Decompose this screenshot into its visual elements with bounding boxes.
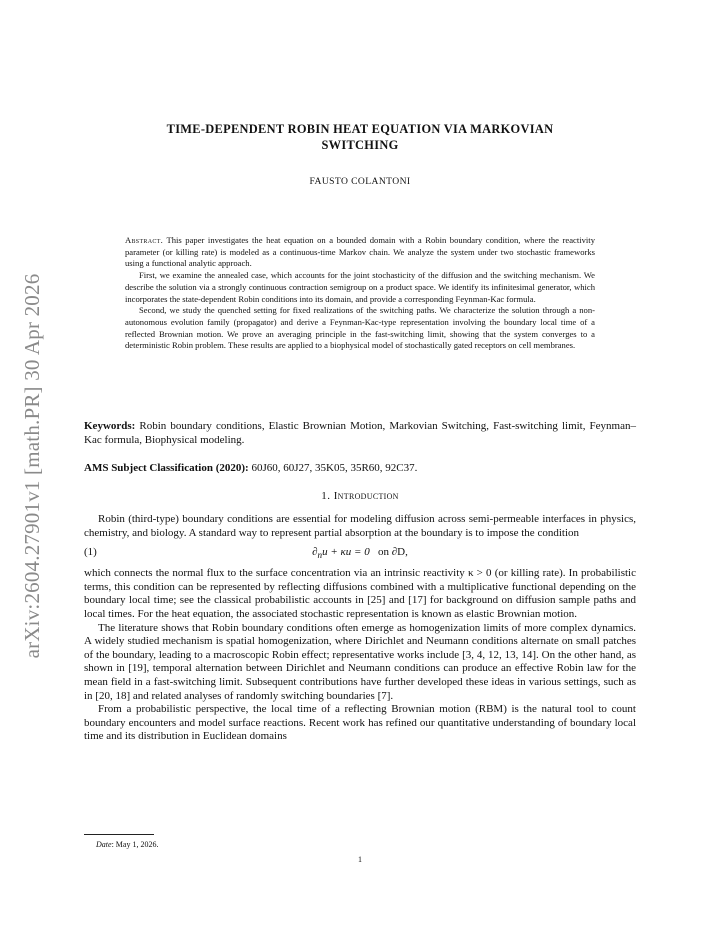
abstract-paragraph-1 [125,235,595,270]
footnote-rule [84,834,154,835]
page-number: 1 [358,855,362,864]
introduction-body [84,513,636,744]
ams-label: AMS Subject Classification (2020): [84,462,249,474]
eq-partial: ∂ [312,546,318,559]
section-heading [84,490,636,502]
section-number: 1. [321,490,331,502]
abstract [125,235,595,352]
abstract-paragraph-3: Second, we study the quenched setting for fixed realizations of the switching paths. We characterize the solution through a non-autonomous evolution family (propagator) and derive a Feynman-Kac-type representation involving the boundary local time of a reflected Brownian motion. We prove an averaging principle in the fast-switching limit, showing that the system converges to a deterministic Robin problem. These results are applied to a biophysical model of stochastically gated receptors on cell membranes. [125,305,595,351]
equation-number: (1) [84,546,97,559]
intro-paragraph-3: The literature shows that Robin boundary conditions often emerge as homogenization limits of more complex dynamics. A widely studied mechanism is spatial homogenization, where Dirichlet and Neumann conditions alternate on small patches of the boundary, leading to a macroscopic Robin effect; representative works include [3, 4, 12, 13, 14]. On the other hand, as shown in [19], temporal alternation between Dirichlet and Neumann conditions can produce an effective Robin law for the mean field in a fast-switching limit. Subsequent contributions have further developed these ideas in various settings, such as in [20, 18] and related analyses of randomly switching boundaries [7]. [84,621,636,702]
title-line-2: SWITCHING [321,138,399,152]
author-name: FAUSTO COLANTONI [309,176,411,187]
keywords [84,420,636,447]
intro-paragraph-2: which connects the normal flux to the surface concentration via an intrinsic reactivity κ > 0 (or killing rate). In probabilistic terms, this condition can be represented by reflecting diffusions combined with a multiplicative functional depending on the boundary local time; see the classical probabilistic accounts in [25] and [17] for background on diffusion sample paths and local times. For the heat equation, the associated stochastic representation is known as elastic Brownian motion. [84,567,636,620]
equation-body [84,546,636,563]
abstract-text-1: This paper investigates the heat equation on a bounded domain with a Robin boundary condition, where the reactivity parameter (or killing rate) is modeled as a continuous-time Markov chain. We analyze the system under two stochastic frameworks using a functional analytic approach. [125,235,595,269]
intro-paragraph-4: From a probabilistic perspective, the local time of a reflecting Brownian motion (RBM) is the natural tool to count boundary encounters and model surface reactions. Recent work has refined our quantitative understanding of boundary local time and its distribution in Euclidean domains [84,703,636,743]
keywords-label: Keywords: [84,420,136,432]
abstract-paragraph-2: First, we examine the annealed case, which accounts for the joint stochasticity of the diffusion and the switching mechanism. We describe the solution via a strongly continuous contraction semigroup on a product space. We identify its infinitesimal generator, which incorporates the state-dependent Robin conditions into its domain, and provide a corresponding Feynman-Kac formula. [125,270,595,304]
ams-codes: 60J60, 60J27, 35K05, 35R60, 92C37. [251,462,418,474]
intro-paragraph-1: Robin (third-type) boundary conditions are essential for modeling diffusion across semi-permeable interfaces in physics, chemistry, and biology. A standard way to represent partial absorption at the boundary is to impose the condition [84,513,636,539]
eq-terms: u + κu = 0 [322,546,370,559]
eq-subscript: n [317,550,323,561]
abstract-label: Abstract. [125,235,164,245]
arxiv-identifier-text: arXiv:2604.27901v1 [math.PR] 30 Apr 2026 [20,273,44,659]
section-title: Introduction [333,490,399,502]
ams-classification [84,462,636,476]
footnote-date [96,840,158,849]
footnote-text: : May 1, 2026. [111,840,159,849]
keywords-text: Robin boundary conditions, Elastic Brownian Motion, Markovian Switching, Fast-switching limit, Feynman–Kac formula, Biophysical modeling. [84,420,636,446]
paper-title [84,121,636,153]
equation-1 [84,542,636,564]
title-line-1: TIME-DEPENDENT ROBIN HEAT EQUATION VIA MARKOVIAN [166,122,554,136]
footnote-label: Date [96,840,112,849]
eq-domain: on ∂D, [378,546,408,559]
